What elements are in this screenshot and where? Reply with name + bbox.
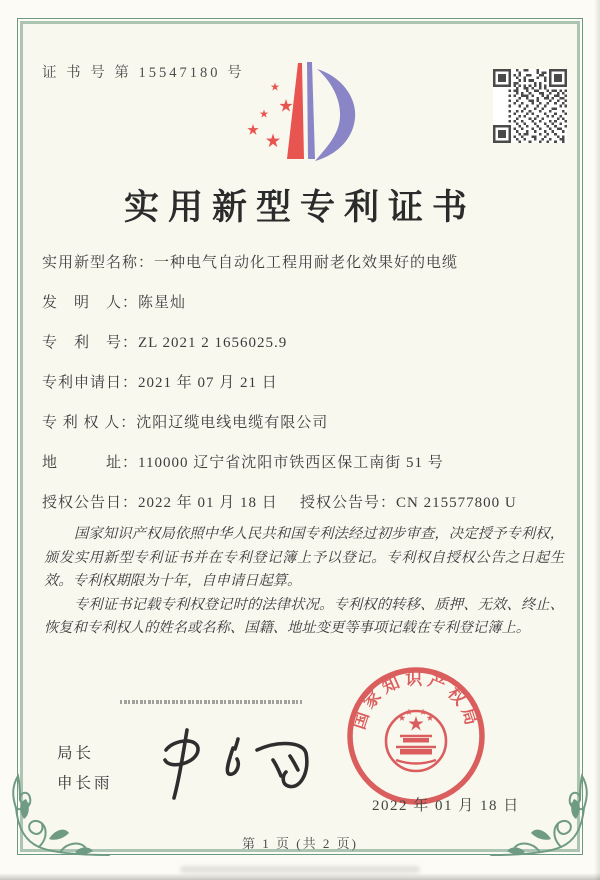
national-emblem-icon: [386, 708, 446, 771]
security-microtext-strip: [120, 700, 302, 704]
field-value: 一种电气自动化工程用耐老化效果好的电缆: [154, 255, 459, 271]
field-value: ZL 2021 2 1656025.9: [138, 335, 288, 351]
signature-icon: [153, 722, 313, 806]
grant-date: [42, 495, 278, 511]
officer-name: 申长雨: [57, 775, 113, 792]
corner-flourish-left-icon: [9, 762, 113, 862]
legal-paragraph-2: 专利证书记载专利权登记时的法律状况。专利权的转移、质押、无效、终止、恢复和专利权人的姓名或名称、国籍、地址变更等事项记载在专利登记簿上。: [44, 596, 564, 636]
page-title: 实用新型专利证书: [123, 188, 476, 227]
field-label: 授权公告号：: [300, 495, 397, 511]
field-patent-number: [42, 333, 570, 354]
seal-text: 国家知识产权局: [349, 669, 483, 732]
scan-edge-bottom: [0, 873, 600, 880]
field-label: 授权公告日：: [42, 495, 139, 511]
field-value: 2021 年 07 月 21 日: [138, 375, 278, 391]
field-value: 沈阳辽缆电线电缆有限公司: [136, 415, 329, 431]
field-inventor: [42, 293, 570, 314]
legal-paragraph-1: 国家知识产权局依照中华人民共和国专利法经过初步审查，决定授予专利权，颁发实用新型专利证书并在专利登记簿上予以登记。专利权自授权公告之日起生效。专利权期限为十年，自申请日起算。: [44, 526, 564, 589]
field-grant-row: [42, 493, 570, 514]
scan-ghost-smudge: [180, 866, 420, 873]
certificate-number: 证 书 号 第 15547180 号: [42, 65, 245, 81]
field-label: 实用新型名称：: [42, 255, 155, 271]
scan-edge-right: [594, 0, 600, 880]
cnipa-logo-icon: [242, 57, 362, 167]
field-label: 专 利 权 人：: [42, 415, 137, 431]
field-label: 发 明 人：: [42, 295, 139, 311]
field-label: 专利申请日：: [42, 375, 139, 391]
field-utility-model-name: [42, 253, 570, 274]
field-value: 110000 辽宁省沈阳市铁西区保工南街 51 号: [138, 455, 444, 471]
page-footer: 第 1 页 (共 2 页): [242, 836, 358, 851]
field-value: 2022 年 01 月 18 日: [138, 495, 278, 511]
seal-date: 2022 年 01 月 18 日: [372, 798, 520, 814]
field-value: 陈星灿: [138, 295, 187, 311]
qr-code-icon: [493, 69, 567, 143]
officer-title: 局长: [57, 745, 95, 762]
field-application-date: [42, 373, 570, 394]
field-address: [42, 453, 570, 474]
field-label: 专 利 号：: [42, 335, 139, 351]
certificate-fields: [42, 253, 570, 533]
field-value: CN 215577800 U: [396, 495, 517, 511]
grant-number: [300, 493, 517, 514]
legal-text: [44, 523, 564, 641]
field-patentee: [42, 413, 570, 434]
official-seal-icon: [342, 662, 490, 810]
field-label: 地 址：: [42, 455, 139, 471]
